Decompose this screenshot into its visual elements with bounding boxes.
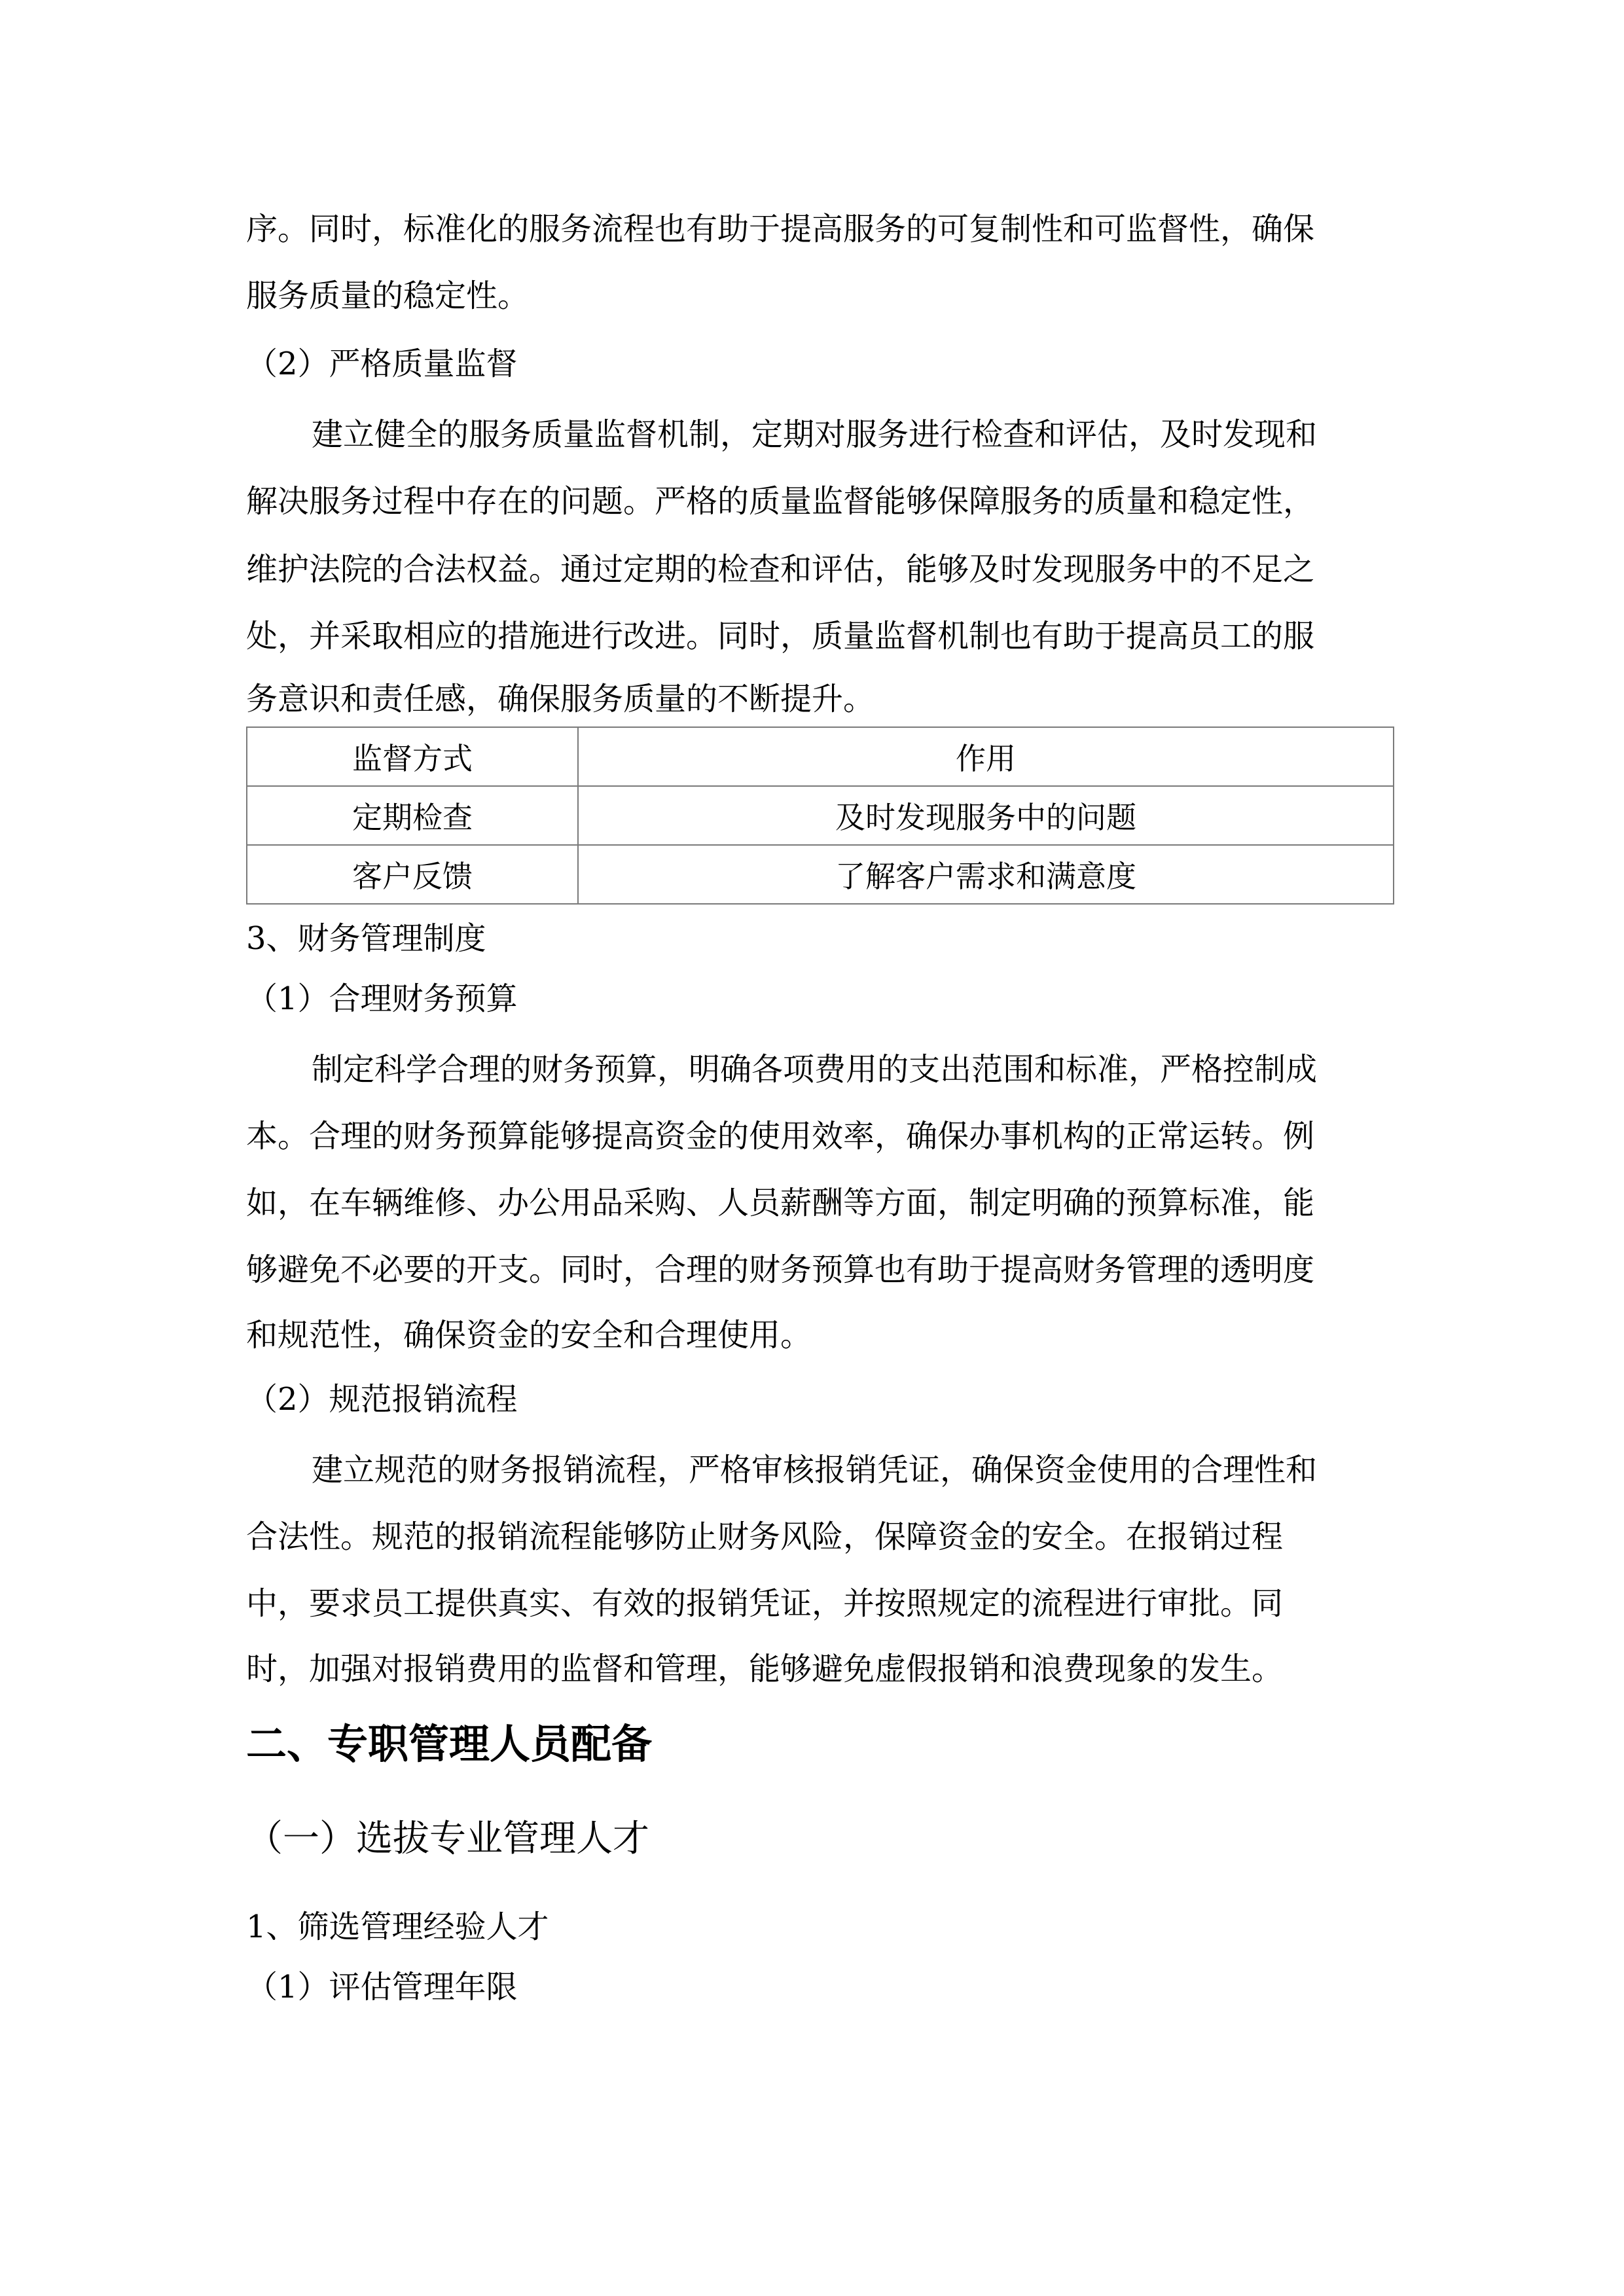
table-row: [247, 845, 1394, 904]
subsection-heading: （1）合理财务预算: [246, 980, 518, 1017]
table-cell: 定期检查: [247, 786, 578, 845]
subsection-heading: （2）规范报销流程: [246, 1381, 518, 1418]
paragraph-line: 和规范性，确保资金的安全和合理使用。: [246, 1317, 812, 1354]
paragraph-line: 合法性。规范的报销流程能够防止财务风险，保障资金的安全。在报销过程: [246, 1518, 1284, 1555]
paragraph-line: 序。同时，标准化的服务流程也有助于提高服务的可复制性和可监督性，确保: [246, 211, 1315, 247]
paragraph-line: 如，在车辆维修、办公用品采购、人员薪酬等方面，制定明确的预算标准，能: [246, 1185, 1315, 1221]
paragraph-line: 时，加强对报销费用的监督和管理，能够避免虚假报销和浪费现象的发生。: [246, 1651, 1284, 1687]
table-cell: 客户反馈: [247, 845, 578, 904]
item-heading: 1、筛选管理经验人才: [246, 1909, 549, 1945]
table-header-cell: 监督方式: [247, 727, 578, 786]
table-row: [247, 786, 1394, 845]
paragraph-line: 服务质量的稳定性。: [246, 278, 530, 314]
paragraph-line: 本。合理的财务预算能够提高资金的使用效率，确保办事机构的正常运转。例: [246, 1118, 1315, 1155]
supervision-table: [246, 726, 1394, 905]
section-title: （一）选拔专业管理人才: [246, 1818, 649, 1860]
paragraph-line: 建立规范的财务报销流程，严格审核报销凭证，确保资金使用的合理性和: [312, 1452, 1318, 1488]
section-heading: 3、财务管理制度: [246, 920, 486, 957]
paragraph-line: 够避免不必要的开支。同时，合理的财务预算也有助于提高财务管理的透明度: [246, 1251, 1315, 1288]
chapter-title: 二、专职管理人员配备: [246, 1720, 653, 1768]
paragraph-line: 务意识和责任感，确保服务质量的不断提升。: [246, 681, 875, 717]
section-heading: （2）严格质量监督: [246, 346, 518, 382]
paragraph-line: 解决服务过程中存在的问题。严格的质量监督能够保障服务的质量和稳定性，: [246, 483, 1315, 520]
table-cell: 及时发现服务中的问题: [578, 786, 1394, 845]
subitem-heading: （1）评估管理年限: [246, 1969, 518, 2005]
paragraph-line: 处，并采取相应的措施进行改进。同时，质量监督机制也有助于提高员工的服: [246, 618, 1315, 655]
table-header-cell: 作用: [578, 727, 1394, 786]
paragraph-line: 维护法院的合法权益。通过定期的检查和评估，能够及时发现服务中的不足之: [246, 551, 1315, 588]
paragraph-line: 制定科学合理的财务预算，明确各项费用的支出范围和标准，严格控制成: [312, 1051, 1318, 1088]
table-header-row: [247, 727, 1394, 786]
table-cell: 了解客户需求和满意度: [578, 845, 1394, 904]
paragraph-line: 建立健全的服务质量监督机制，定期对服务进行检查和评估，及时发现和: [312, 416, 1318, 453]
paragraph-line: 中，要求员工提供真实、有效的报销凭证，并按照规定的流程进行审批。同: [246, 1585, 1284, 1622]
